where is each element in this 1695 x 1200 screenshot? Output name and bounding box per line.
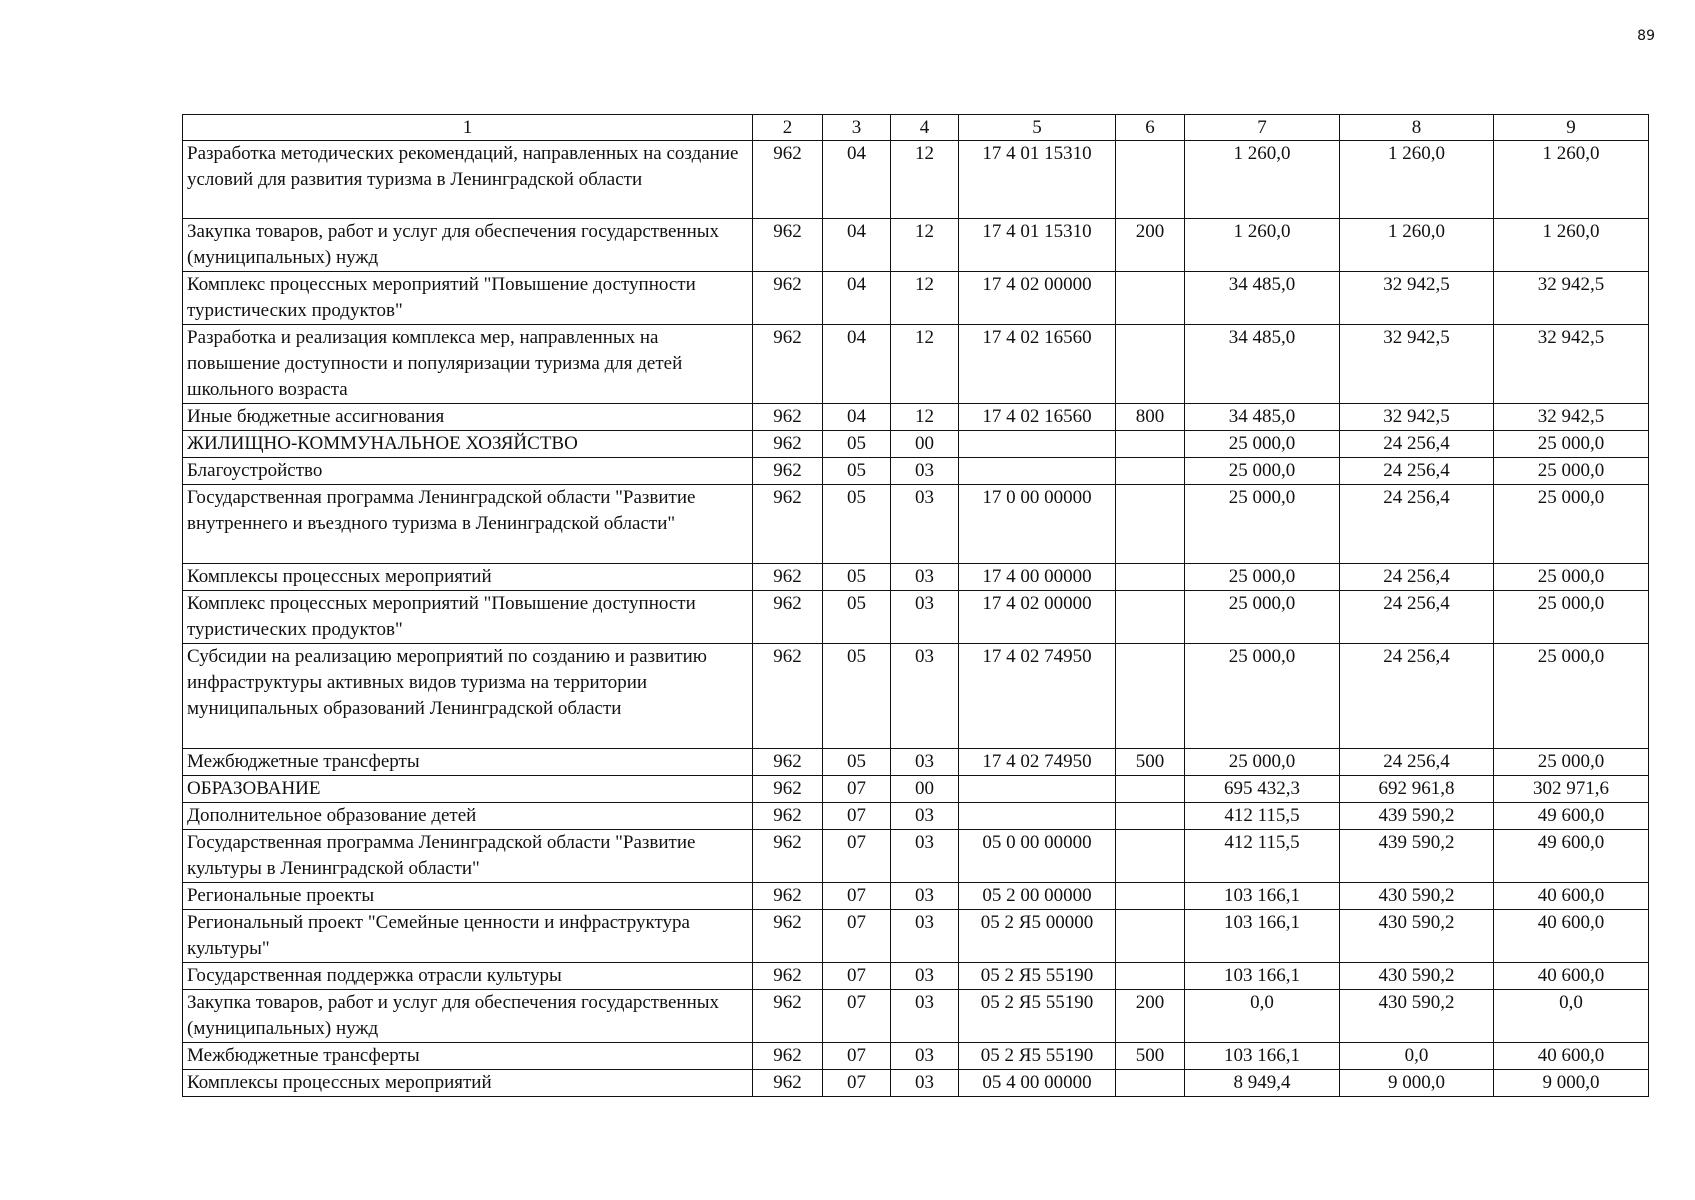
- subsection-code-cell: 03: [891, 591, 959, 644]
- amount-col8-cell: 430 590,2: [1340, 883, 1494, 910]
- target-article-cell: [959, 803, 1116, 830]
- expense-name-cell: Комплексы процессных мероприятий: [183, 1070, 753, 1097]
- section-code-cell: 05: [823, 485, 891, 564]
- amount-col7-cell: 25 000,0: [1185, 591, 1340, 644]
- ministry-code-cell: 962: [753, 749, 823, 776]
- amount-col8-cell: 439 590,2: [1340, 803, 1494, 830]
- ministry-code-cell: 962: [753, 325, 823, 404]
- amount-col7-cell: 103 166,1: [1185, 963, 1340, 990]
- amount-col8-cell: 9 000,0: [1340, 1070, 1494, 1097]
- amount-col8-cell: 32 942,5: [1340, 404, 1494, 431]
- amount-col9-cell: 40 600,0: [1494, 910, 1649, 963]
- ministry-code-cell: 962: [753, 644, 823, 749]
- expense-name-cell: Региональные проекты: [183, 883, 753, 910]
- subsection-code-cell: 12: [891, 272, 959, 325]
- amount-col7-cell: 1 260,0: [1185, 219, 1340, 272]
- amount-col9-cell: 49 600,0: [1494, 830, 1649, 883]
- subsection-code-cell: 12: [891, 219, 959, 272]
- amount-col9-cell: 25 000,0: [1494, 564, 1649, 591]
- page-number: 89: [1637, 28, 1655, 44]
- section-code-cell: 04: [823, 325, 891, 404]
- amount-col8-cell: 32 942,5: [1340, 325, 1494, 404]
- expense-type-cell: [1116, 431, 1185, 458]
- ministry-code-cell: 962: [753, 272, 823, 325]
- section-code-cell: 04: [823, 219, 891, 272]
- amount-col7-cell: 34 485,0: [1185, 325, 1340, 404]
- expense-type-cell: 500: [1116, 1043, 1185, 1070]
- target-article-cell: 17 4 01 15310: [959, 141, 1116, 219]
- section-code-cell: 07: [823, 1070, 891, 1097]
- amount-col9-cell: 302 971,6: [1494, 776, 1649, 803]
- expense-name-cell: Комплекс процессных мероприятий "Повышение доступности туристических продуктов": [183, 272, 753, 325]
- section-code-cell: 07: [823, 883, 891, 910]
- amount-col9-cell: 40 600,0: [1494, 1043, 1649, 1070]
- amount-col7-cell: 25 000,0: [1185, 431, 1340, 458]
- expense-name-cell: ОБРАЗОВАНИЕ: [183, 776, 753, 803]
- table-row: [183, 458, 1649, 485]
- expense-type-cell: [1116, 776, 1185, 803]
- table-row: [183, 749, 1649, 776]
- expense-name-cell: Иные бюджетные ассигнования: [183, 404, 753, 431]
- amount-col8-cell: 24 256,4: [1340, 564, 1494, 591]
- amount-col7-cell: 25 000,0: [1185, 458, 1340, 485]
- ministry-code-cell: 962: [753, 776, 823, 803]
- table-row: [183, 963, 1649, 990]
- target-article-cell: 05 2 Я5 55190: [959, 1043, 1116, 1070]
- table-row: [183, 325, 1649, 404]
- amount-col8-cell: 430 590,2: [1340, 910, 1494, 963]
- subsection-code-cell: 12: [891, 325, 959, 404]
- expense-type-cell: [1116, 803, 1185, 830]
- section-code-cell: 05: [823, 458, 891, 485]
- budget-table: [182, 114, 1649, 1097]
- amount-col8-cell: 439 590,2: [1340, 830, 1494, 883]
- amount-col7-cell: 34 485,0: [1185, 404, 1340, 431]
- amount-col9-cell: 25 000,0: [1494, 749, 1649, 776]
- target-article-cell: 17 4 02 16560: [959, 404, 1116, 431]
- table-body: [183, 141, 1649, 1097]
- subsection-code-cell: 03: [891, 830, 959, 883]
- ministry-code-cell: 962: [753, 963, 823, 990]
- amount-col9-cell: 25 000,0: [1494, 458, 1649, 485]
- table-row: [183, 141, 1649, 219]
- table-row: [183, 1043, 1649, 1070]
- expense-type-cell: [1116, 644, 1185, 749]
- subsection-code-cell: 03: [891, 749, 959, 776]
- ministry-code-cell: 962: [753, 1070, 823, 1097]
- amount-col8-cell: 430 590,2: [1340, 963, 1494, 990]
- amount-col7-cell: 412 115,5: [1185, 803, 1340, 830]
- amount-col9-cell: 32 942,5: [1494, 272, 1649, 325]
- amount-col7-cell: 25 000,0: [1185, 749, 1340, 776]
- amount-col8-cell: 24 256,4: [1340, 591, 1494, 644]
- section-code-cell: 07: [823, 963, 891, 990]
- target-article-cell: 17 0 00 00000: [959, 485, 1116, 564]
- amount-col7-cell: 0,0: [1185, 990, 1340, 1043]
- expense-name-cell: Закупка товаров, работ и услуг для обеспечения государственных (муниципальных) нужд: [183, 219, 753, 272]
- ministry-code-cell: 962: [753, 990, 823, 1043]
- amount-col7-cell: 103 166,1: [1185, 1043, 1340, 1070]
- target-article-cell: 05 2 Я5 00000: [959, 910, 1116, 963]
- subsection-code-cell: 03: [891, 883, 959, 910]
- section-code-cell: 05: [823, 644, 891, 749]
- expense-name-cell: Межбюджетные трансферты: [183, 749, 753, 776]
- target-article-cell: 17 4 02 00000: [959, 591, 1116, 644]
- expense-type-cell: [1116, 963, 1185, 990]
- expense-type-cell: 200: [1116, 990, 1185, 1043]
- column-header: 1: [183, 115, 753, 141]
- subsection-code-cell: 03: [891, 1043, 959, 1070]
- table-row: [183, 591, 1649, 644]
- header-row: [183, 115, 1649, 141]
- target-article-cell: 17 4 01 15310: [959, 219, 1116, 272]
- subsection-code-cell: 03: [891, 1070, 959, 1097]
- amount-col9-cell: 40 600,0: [1494, 963, 1649, 990]
- column-header: 3: [823, 115, 891, 141]
- ministry-code-cell: 962: [753, 564, 823, 591]
- table-row: [183, 564, 1649, 591]
- target-article-cell: 17 4 02 74950: [959, 644, 1116, 749]
- table-row: [183, 431, 1649, 458]
- ministry-code-cell: 962: [753, 803, 823, 830]
- target-article-cell: 17 4 02 00000: [959, 272, 1116, 325]
- amount-col7-cell: 103 166,1: [1185, 910, 1340, 963]
- amount-col7-cell: 8 949,4: [1185, 1070, 1340, 1097]
- amount-col8-cell: 32 942,5: [1340, 272, 1494, 325]
- ministry-code-cell: 962: [753, 1043, 823, 1070]
- amount-col8-cell: 24 256,4: [1340, 431, 1494, 458]
- amount-col9-cell: 9 000,0: [1494, 1070, 1649, 1097]
- column-header: 2: [753, 115, 823, 141]
- amount-col9-cell: 25 000,0: [1494, 431, 1649, 458]
- table-row: [183, 803, 1649, 830]
- section-code-cell: 05: [823, 564, 891, 591]
- expense-type-cell: 200: [1116, 219, 1185, 272]
- amount-col9-cell: 25 000,0: [1494, 485, 1649, 564]
- subsection-code-cell: 03: [891, 458, 959, 485]
- target-article-cell: [959, 776, 1116, 803]
- section-code-cell: 07: [823, 803, 891, 830]
- ministry-code-cell: 962: [753, 830, 823, 883]
- expense-name-cell: Разработка методических рекомендаций, направленных на создание условий для развития туризма в Ленинградской области: [183, 141, 753, 219]
- section-code-cell: 07: [823, 776, 891, 803]
- subsection-code-cell: 03: [891, 990, 959, 1043]
- ministry-code-cell: 962: [753, 219, 823, 272]
- expense-name-cell: Благоустройство: [183, 458, 753, 485]
- target-article-cell: 05 0 00 00000: [959, 830, 1116, 883]
- expense-name-cell: Комплекс процессных мероприятий "Повышение доступности туристических продуктов": [183, 591, 753, 644]
- target-article-cell: [959, 458, 1116, 485]
- expense-type-cell: [1116, 485, 1185, 564]
- expense-type-cell: 800: [1116, 404, 1185, 431]
- amount-col9-cell: 1 260,0: [1494, 219, 1649, 272]
- expense-type-cell: [1116, 830, 1185, 883]
- table-row: [183, 1070, 1649, 1097]
- amount-col7-cell: 103 166,1: [1185, 883, 1340, 910]
- ministry-code-cell: 962: [753, 404, 823, 431]
- target-article-cell: 05 2 Я5 55190: [959, 990, 1116, 1043]
- target-article-cell: 17 4 02 74950: [959, 749, 1116, 776]
- expense-name-cell: Закупка товаров, работ и услуг для обеспечения государственных (муниципальных) нужд: [183, 990, 753, 1043]
- target-article-cell: [959, 431, 1116, 458]
- amount-col8-cell: 24 256,4: [1340, 458, 1494, 485]
- amount-col7-cell: 34 485,0: [1185, 272, 1340, 325]
- amount-col8-cell: 1 260,0: [1340, 141, 1494, 219]
- section-code-cell: 07: [823, 830, 891, 883]
- amount-col7-cell: 695 432,3: [1185, 776, 1340, 803]
- table-row: [183, 219, 1649, 272]
- amount-col8-cell: 1 260,0: [1340, 219, 1494, 272]
- expense-name-cell: Разработка и реализация комплекса мер, направленных на повышение доступности и популяризации туризма для детей школьного возраста: [183, 325, 753, 404]
- amount-col8-cell: 430 590,2: [1340, 990, 1494, 1043]
- expense-type-cell: [1116, 564, 1185, 591]
- expense-type-cell: 500: [1116, 749, 1185, 776]
- subsection-code-cell: 03: [891, 485, 959, 564]
- section-code-cell: 05: [823, 591, 891, 644]
- expense-name-cell: Межбюджетные трансферты: [183, 1043, 753, 1070]
- subsection-code-cell: 12: [891, 141, 959, 219]
- section-code-cell: 07: [823, 990, 891, 1043]
- target-article-cell: 17 4 02 16560: [959, 325, 1116, 404]
- ministry-code-cell: 962: [753, 910, 823, 963]
- expense-type-cell: [1116, 883, 1185, 910]
- table-row: [183, 990, 1649, 1043]
- expense-type-cell: [1116, 141, 1185, 219]
- column-header: 7: [1185, 115, 1340, 141]
- amount-col7-cell: 25 000,0: [1185, 564, 1340, 591]
- amount-col9-cell: 25 000,0: [1494, 644, 1649, 749]
- expense-type-cell: [1116, 458, 1185, 485]
- column-header: 8: [1340, 115, 1494, 141]
- expense-name-cell: Региональный проект "Семейные ценности и инфраструктура культуры": [183, 910, 753, 963]
- column-header: 6: [1116, 115, 1185, 141]
- amount-col8-cell: 0,0: [1340, 1043, 1494, 1070]
- amount-col7-cell: 25 000,0: [1185, 485, 1340, 564]
- target-article-cell: 17 4 00 00000: [959, 564, 1116, 591]
- amount-col9-cell: 25 000,0: [1494, 591, 1649, 644]
- expense-name-cell: Субсидии на реализацию мероприятий по созданию и развитию инфраструктуры активных видов туризма на территории муниципальных образований Ленинградской области: [183, 644, 753, 749]
- amount-col9-cell: 32 942,5: [1494, 325, 1649, 404]
- subsection-code-cell: 00: [891, 431, 959, 458]
- table-row: [183, 910, 1649, 963]
- expense-type-cell: [1116, 1070, 1185, 1097]
- section-code-cell: 07: [823, 1043, 891, 1070]
- section-code-cell: 04: [823, 404, 891, 431]
- amount-col9-cell: 40 600,0: [1494, 883, 1649, 910]
- table-row: [183, 644, 1649, 749]
- table-row: [183, 830, 1649, 883]
- expense-name-cell: Дополнительное образование детей: [183, 803, 753, 830]
- ministry-code-cell: 962: [753, 458, 823, 485]
- table-row: [183, 883, 1649, 910]
- table-row: [183, 404, 1649, 431]
- subsection-code-cell: 12: [891, 404, 959, 431]
- subsection-code-cell: 03: [891, 803, 959, 830]
- amount-col8-cell: 24 256,4: [1340, 644, 1494, 749]
- expense-name-cell: Государственная программа Ленинградской области "Развитие культуры в Ленинградской области": [183, 830, 753, 883]
- table-row: [183, 272, 1649, 325]
- target-article-cell: 05 2 Я5 55190: [959, 963, 1116, 990]
- table-row: [183, 776, 1649, 803]
- table-row: [183, 485, 1649, 564]
- expense-type-cell: [1116, 910, 1185, 963]
- subsection-code-cell: 00: [891, 776, 959, 803]
- expense-type-cell: [1116, 272, 1185, 325]
- ministry-code-cell: 962: [753, 485, 823, 564]
- amount-col9-cell: 1 260,0: [1494, 141, 1649, 219]
- amount-col8-cell: 692 961,8: [1340, 776, 1494, 803]
- ministry-code-cell: 962: [753, 431, 823, 458]
- amount-col8-cell: 24 256,4: [1340, 485, 1494, 564]
- subsection-code-cell: 03: [891, 644, 959, 749]
- expense-type-cell: [1116, 591, 1185, 644]
- amount-col7-cell: 412 115,5: [1185, 830, 1340, 883]
- subsection-code-cell: 03: [891, 910, 959, 963]
- amount-col7-cell: 25 000,0: [1185, 644, 1340, 749]
- expense-name-cell: Государственная поддержка отрасли культуры: [183, 963, 753, 990]
- expense-name-cell: ЖИЛИЩНО-КОММУНАЛЬНОЕ ХОЗЯЙСТВО: [183, 431, 753, 458]
- amount-col9-cell: 0,0: [1494, 990, 1649, 1043]
- target-article-cell: 05 2 00 00000: [959, 883, 1116, 910]
- expense-name-cell: Комплексы процессных мероприятий: [183, 564, 753, 591]
- ministry-code-cell: 962: [753, 591, 823, 644]
- ministry-code-cell: 962: [753, 141, 823, 219]
- column-number-header: [183, 115, 1649, 141]
- column-header: 5: [959, 115, 1116, 141]
- ministry-code-cell: 962: [753, 883, 823, 910]
- amount-col9-cell: 49 600,0: [1494, 803, 1649, 830]
- amount-col9-cell: 32 942,5: [1494, 404, 1649, 431]
- section-code-cell: 04: [823, 141, 891, 219]
- expense-name-cell: Государственная программа Ленинградской области "Развитие внутреннего и въездного туризма в Ленинградской области": [183, 485, 753, 564]
- subsection-code-cell: 03: [891, 963, 959, 990]
- target-article-cell: 05 4 00 00000: [959, 1070, 1116, 1097]
- section-code-cell: 05: [823, 749, 891, 776]
- column-header: 4: [891, 115, 959, 141]
- section-code-cell: 05: [823, 431, 891, 458]
- amount-col8-cell: 24 256,4: [1340, 749, 1494, 776]
- expense-type-cell: [1116, 325, 1185, 404]
- section-code-cell: 04: [823, 272, 891, 325]
- column-header: 9: [1494, 115, 1649, 141]
- amount-col7-cell: 1 260,0: [1185, 141, 1340, 219]
- section-code-cell: 07: [823, 910, 891, 963]
- subsection-code-cell: 03: [891, 564, 959, 591]
